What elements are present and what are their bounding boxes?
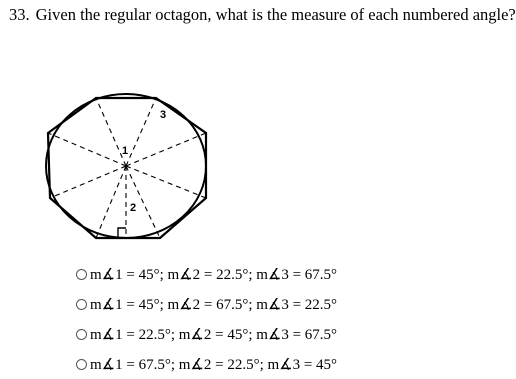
octagon-diagram (40, 88, 222, 248)
answer-choice-a-label: m∡1 = 45°; m∡2 = 22.5°; m∡3 = 67.5° (90, 266, 338, 283)
answer-choice-a[interactable] (76, 259, 337, 289)
angle-label-3: 3 (160, 109, 167, 121)
angle-label-2: 2 (130, 202, 137, 214)
answer-choice-c-label: m∡1 = 22.5°; m∡2 = 45°; m∡3 = 67.5° (90, 326, 338, 343)
radio-button-a[interactable] (76, 269, 87, 280)
answer-choice-b[interactable] (76, 289, 337, 319)
answer-choices (76, 259, 337, 379)
answer-choice-c[interactable] (76, 319, 337, 349)
right-angle-marker (118, 228, 126, 238)
question-text (9, 5, 516, 25)
octagon-figure (40, 88, 222, 248)
answer-choice-d-label: m∡1 = 67.5°; m∡2 = 22.5°; m∡3 = 45° (90, 356, 338, 373)
question-prompt: Given the regular octagon, what is the measure of each numbered angle? (35, 5, 516, 24)
radio-button-d[interactable] (76, 359, 87, 370)
radio-button-c[interactable] (76, 329, 87, 340)
radio-button-b[interactable] (76, 299, 87, 310)
angle-label-1: 1 (122, 145, 129, 157)
question-number: 33. (9, 5, 30, 24)
answer-choice-d[interactable] (76, 349, 337, 379)
answer-choice-b-label: m∡1 = 45°; m∡2 = 67.5°; m∡3 = 22.5° (90, 296, 338, 313)
